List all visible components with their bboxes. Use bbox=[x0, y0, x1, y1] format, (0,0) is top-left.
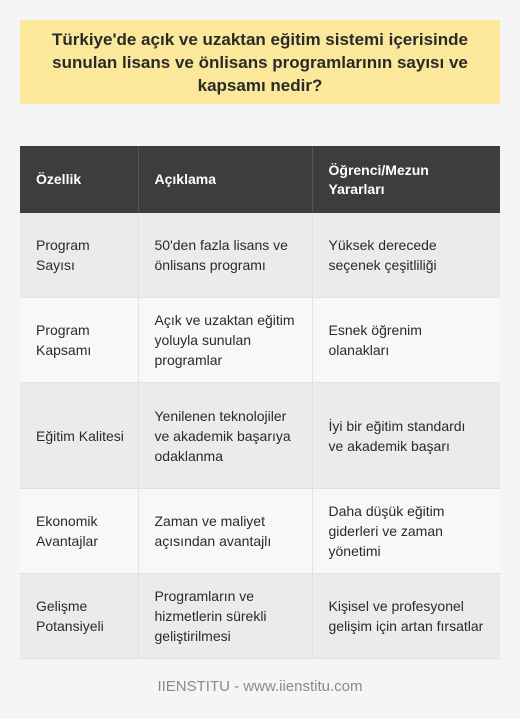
info-table bbox=[20, 146, 500, 659]
row-feature: Program Sayısı bbox=[20, 213, 138, 298]
row-description: Açık ve uzaktan eğitim yoluyla sunulan programlar bbox=[138, 298, 312, 383]
page-title: Türkiye'de açık ve uzaktan eğitim sistemi içerisinde sunulan lisans ve önlisans programlarının sayısı ve kapsamı nedir? bbox=[51, 29, 468, 95]
row-description: Zaman ve maliyet açısından avantajlı bbox=[138, 489, 312, 574]
row-feature: Program Kapsamı bbox=[20, 298, 138, 383]
table-row bbox=[20, 298, 500, 383]
header-ozellik: Özellik bbox=[20, 146, 138, 213]
row-description: Yenilenen teknolojiler ve akademik başarıya odaklanma bbox=[138, 383, 312, 489]
table-header-row bbox=[20, 146, 500, 213]
table-row bbox=[20, 213, 500, 298]
row-feature: Ekonomik Avantajlar bbox=[20, 489, 138, 574]
table-row bbox=[20, 574, 500, 659]
table-row bbox=[20, 383, 500, 489]
row-benefit: Kişisel ve profesyonel gelişim için artan fırsatlar bbox=[312, 574, 500, 659]
title-banner bbox=[20, 20, 500, 104]
footer-credit: IIENSTITU - www.iienstitu.com bbox=[157, 678, 363, 695]
row-benefit: Daha düşük eğitim giderleri ve zaman yönetimi bbox=[312, 489, 500, 574]
row-benefit: Yüksek derecede seçenek çeşitliliği bbox=[312, 213, 500, 298]
row-benefit: Esnek öğrenim olanakları bbox=[312, 298, 500, 383]
row-feature: Gelişme Potansiyeli bbox=[20, 574, 138, 659]
header-aciklama: Açıklama bbox=[138, 146, 312, 213]
table-row bbox=[20, 489, 500, 574]
row-feature: Eğitim Kalitesi bbox=[20, 383, 138, 489]
row-description: 50'den fazla lisans ve önlisans programı bbox=[138, 213, 312, 298]
header-yararlar: Öğrenci/Mezun Yararları bbox=[312, 146, 500, 213]
row-description: Programların ve hizmetlerin sürekli geliştirilmesi bbox=[138, 574, 312, 659]
row-benefit: İyi bir eğitim standardı ve akademik başarı bbox=[312, 383, 500, 489]
